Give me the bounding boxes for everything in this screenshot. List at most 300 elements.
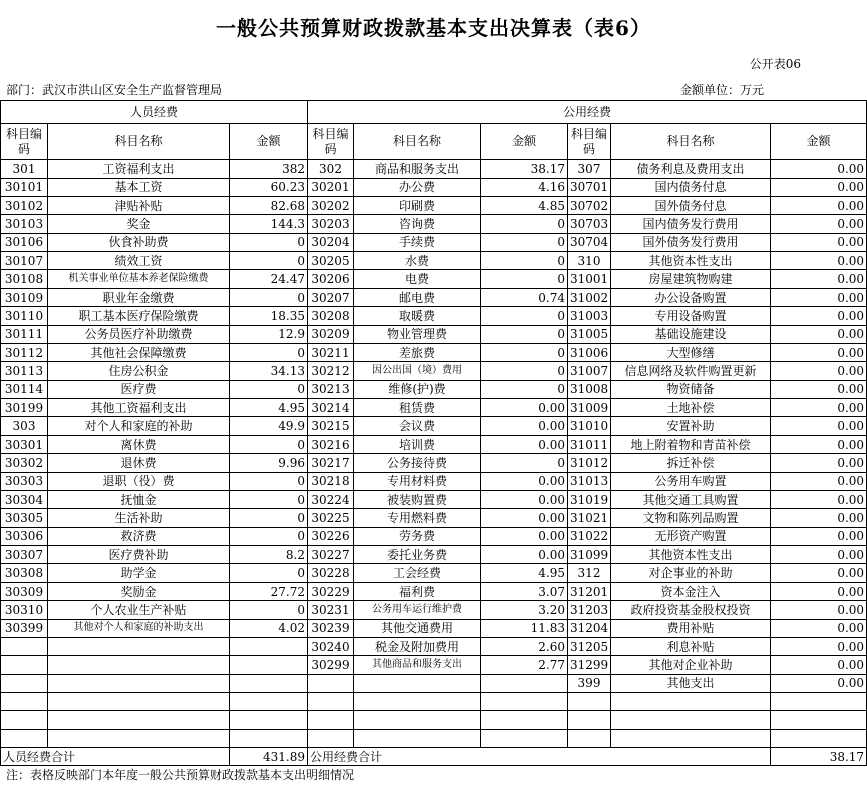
personnel-amount: 0 (230, 490, 308, 508)
capital-amount: 0.00 (771, 252, 867, 270)
capital-code: 30701 (568, 178, 611, 196)
public-code: 30212 (308, 362, 354, 380)
capital-code: 31022 (568, 527, 611, 545)
table-row (1, 693, 867, 711)
capital-amount: 0.00 (771, 233, 867, 251)
capital-code: 31204 (568, 619, 611, 637)
public-code: 30225 (308, 509, 354, 527)
personnel-code: 30309 (1, 582, 48, 600)
capital-amount (771, 711, 867, 729)
public-name (354, 711, 481, 729)
personnel-name: 职工基本医疗保险缴费 (48, 307, 230, 325)
personnel-name: 其他社会保障缴费 (48, 343, 230, 361)
personnel-code: 30113 (1, 362, 48, 380)
public-name: 福利费 (354, 582, 481, 600)
personnel-code: 30103 (1, 215, 48, 233)
public-name: 电费 (354, 270, 481, 288)
capital-code: 31205 (568, 637, 611, 655)
public-code: 30209 (308, 325, 354, 343)
personnel-name (48, 729, 230, 747)
public-code: 30224 (308, 490, 354, 508)
personnel-name (48, 711, 230, 729)
personnel-name: 公务员医疗补助缴费 (48, 325, 230, 343)
public-name: 公务用车运行维护费 (354, 601, 481, 619)
capital-amount: 0.00 (771, 619, 867, 637)
capital-name: 其他支出 (611, 674, 771, 692)
capital-amount: 0.00 (771, 637, 867, 655)
public-name: 劳务费 (354, 527, 481, 545)
capital-code: 310 (568, 252, 611, 270)
section-personnel: 人员经费 (1, 101, 308, 124)
personnel-name: 生活补助 (48, 509, 230, 527)
public-amount: 0.00 (481, 490, 568, 508)
header-name: 科目名称 (354, 124, 481, 160)
table-row (1, 196, 867, 214)
public-code: 30204 (308, 233, 354, 251)
capital-code: 31012 (568, 454, 611, 472)
capital-code: 31019 (568, 490, 611, 508)
personnel-name: 救济费 (48, 527, 230, 545)
capital-amount: 0.00 (771, 564, 867, 582)
capital-code: 312 (568, 564, 611, 582)
personnel-name (48, 637, 230, 655)
personnel-code: 30305 (1, 509, 48, 527)
capital-name: 拆迁补偿 (611, 454, 771, 472)
public-name: 租赁费 (354, 399, 481, 417)
header-amount: 金额 (771, 124, 867, 160)
capital-code: 31011 (568, 435, 611, 453)
capital-name: 其他对企业补助 (611, 656, 771, 674)
capital-amount: 0.00 (771, 380, 867, 398)
capital-amount: 0.00 (771, 343, 867, 361)
capital-name: 无形资产购置 (611, 527, 771, 545)
personnel-code: 30106 (1, 233, 48, 251)
personnel-name: 离休费 (48, 435, 230, 453)
public-total-value: 38.17 (771, 748, 867, 766)
personnel-code: 30111 (1, 325, 48, 343)
public-code: 30218 (308, 472, 354, 490)
personnel-name: 其他对个人和家庭的补助支出 (48, 619, 230, 637)
table-row (1, 490, 867, 508)
public-code: 30227 (308, 546, 354, 564)
public-amount (481, 711, 568, 729)
public-amount: 0.00 (481, 399, 568, 417)
public-code: 30201 (308, 178, 354, 196)
public-amount: 0 (481, 270, 568, 288)
table-row (1, 215, 867, 233)
capital-amount: 0.00 (771, 196, 867, 214)
public-code: 30208 (308, 307, 354, 325)
table-row (1, 399, 867, 417)
public-name: 培训费 (354, 435, 481, 453)
personnel-amount: 82.68 (230, 196, 308, 214)
personnel-amount: 0 (230, 435, 308, 453)
capital-code: 30703 (568, 215, 611, 233)
capital-code: 31021 (568, 509, 611, 527)
public-name: 工会经费 (354, 564, 481, 582)
personnel-amount: 60.23 (230, 178, 308, 196)
personnel-name: 绩效工资 (48, 252, 230, 270)
capital-amount: 0.00 (771, 509, 867, 527)
capital-code: 31099 (568, 546, 611, 564)
capital-code: 31009 (568, 399, 611, 417)
capital-amount: 0.00 (771, 656, 867, 674)
capital-code: 307 (568, 160, 611, 178)
public-name: 水费 (354, 252, 481, 270)
personnel-amount: 0 (230, 601, 308, 619)
personnel-name: 工资福利支出 (48, 160, 230, 178)
capital-name: 土地补偿 (611, 399, 771, 417)
capital-name: 国内债务发行费用 (611, 215, 771, 233)
personnel-code: 301 (1, 160, 48, 178)
capital-code: 31013 (568, 472, 611, 490)
public-amount: 4.95 (481, 564, 568, 582)
capital-amount: 0.00 (771, 160, 867, 178)
public-name: 被装购置费 (354, 490, 481, 508)
report-title: 一般公共预算财政拨款基本支出决算表（表6） (216, 16, 651, 40)
personnel-name: 其他工资福利支出 (48, 399, 230, 417)
public-code (308, 674, 354, 692)
public-amount: 0 (481, 307, 568, 325)
public-amount: 2.77 (481, 656, 568, 674)
personnel-amount: 0 (230, 343, 308, 361)
capital-name: 公务用车购置 (611, 472, 771, 490)
capital-amount: 0.00 (771, 270, 867, 288)
capital-name: 基础设施建设 (611, 325, 771, 343)
public-name: 印刷费 (354, 196, 481, 214)
personnel-code: 30399 (1, 619, 48, 637)
table-row (1, 178, 867, 196)
capital-amount: 0.00 (771, 417, 867, 435)
table-row (1, 619, 867, 637)
personnel-total-value: 431.89 (230, 748, 308, 766)
header-code: 科目编码 (308, 124, 354, 160)
capital-code: 31006 (568, 343, 611, 361)
public-name (354, 693, 481, 711)
personnel-amount: 12.9 (230, 325, 308, 343)
capital-amount (771, 693, 867, 711)
table-row (1, 472, 867, 490)
public-amount: 0 (481, 233, 568, 251)
personnel-code: 30110 (1, 307, 48, 325)
personnel-amount (230, 693, 308, 711)
table-row (1, 288, 867, 306)
personnel-amount: 18.35 (230, 307, 308, 325)
personnel-code: 30102 (1, 196, 48, 214)
footnote: 注：表格反映部门本年度一般公共预算财政拨款基本支出明细情况 (6, 768, 355, 782)
personnel-amount (230, 711, 308, 729)
personnel-amount: 34.13 (230, 362, 308, 380)
table-code: 公开表06 (749, 57, 801, 71)
personnel-name: 对个人和家庭的补助 (48, 417, 230, 435)
capital-name: 地上附着物和青苗补偿 (611, 435, 771, 453)
personnel-code: 30109 (1, 288, 48, 306)
public-amount: 11.83 (481, 619, 568, 637)
table-row (1, 601, 867, 619)
public-amount: 0.74 (481, 288, 568, 306)
capital-name: 其他资本性支出 (611, 252, 771, 270)
capital-name: 国外债务发行费用 (611, 233, 771, 251)
personnel-amount (230, 637, 308, 655)
capital-code: 31001 (568, 270, 611, 288)
public-code: 302 (308, 160, 354, 178)
personnel-amount: 144.3 (230, 215, 308, 233)
capital-code: 31299 (568, 656, 611, 674)
public-amount: 4.85 (481, 196, 568, 214)
personnel-name: 基本工资 (48, 178, 230, 196)
public-total-label: 公用经费合计 (308, 748, 771, 766)
public-amount: 38.17 (481, 160, 568, 178)
personnel-name: 退休费 (48, 454, 230, 472)
personnel-code (1, 637, 48, 655)
public-amount: 0.00 (481, 435, 568, 453)
personnel-amount: 0 (230, 380, 308, 398)
personnel-code: 30112 (1, 343, 48, 361)
personnel-amount: 8.2 (230, 546, 308, 564)
totals-row (1, 748, 867, 766)
public-name: 其他交通费用 (354, 619, 481, 637)
capital-code: 31005 (568, 325, 611, 343)
personnel-code: 30114 (1, 380, 48, 398)
public-code (308, 693, 354, 711)
capital-code (568, 729, 611, 747)
personnel-code (1, 711, 48, 729)
personnel-code (1, 729, 48, 747)
capital-name: 办公设备购置 (611, 288, 771, 306)
personnel-amount: 9.96 (230, 454, 308, 472)
capital-name (611, 693, 771, 711)
personnel-name: 退职（役）费 (48, 472, 230, 490)
public-code: 30206 (308, 270, 354, 288)
public-name: 办公费 (354, 178, 481, 196)
capital-amount: 0.00 (771, 288, 867, 306)
capital-amount: 0.00 (771, 399, 867, 417)
public-code: 30231 (308, 601, 354, 619)
public-amount: 0 (481, 343, 568, 361)
capital-amount: 0.00 (771, 178, 867, 196)
personnel-name: 伙食补助费 (48, 233, 230, 251)
public-code: 30217 (308, 454, 354, 472)
personnel-total-label: 人员经费合计 (1, 748, 230, 766)
personnel-name: 奖金 (48, 215, 230, 233)
capital-code: 31201 (568, 582, 611, 600)
personnel-name: 机关事业单位基本养老保险缴费 (48, 270, 230, 288)
capital-code (568, 711, 611, 729)
public-amount: 3.07 (481, 582, 568, 600)
table-row (1, 325, 867, 343)
public-name: 商品和服务支出 (354, 160, 481, 178)
table-row (1, 527, 867, 545)
header-code: 科目编码 (568, 124, 611, 160)
capital-code: 30702 (568, 196, 611, 214)
capital-name: 其他交通工具购置 (611, 490, 771, 508)
public-name: 邮电费 (354, 288, 481, 306)
capital-amount: 0.00 (771, 527, 867, 545)
public-amount: 0.00 (481, 546, 568, 564)
capital-code: 30704 (568, 233, 611, 251)
personnel-amount: 0 (230, 509, 308, 527)
personnel-amount (230, 674, 308, 692)
public-amount (481, 693, 568, 711)
table-row (1, 270, 867, 288)
capital-name: 物资储备 (611, 380, 771, 398)
personnel-name: 职业年金缴费 (48, 288, 230, 306)
personnel-amount: 0 (230, 472, 308, 490)
table-row (1, 343, 867, 361)
public-code: 30207 (308, 288, 354, 306)
public-amount (481, 729, 568, 747)
column-header-row (1, 124, 867, 160)
public-amount: 0.00 (481, 527, 568, 545)
personnel-code: 303 (1, 417, 48, 435)
public-name: 取暖费 (354, 307, 481, 325)
public-amount: 3.20 (481, 601, 568, 619)
public-name: 会议费 (354, 417, 481, 435)
public-code: 30205 (308, 252, 354, 270)
capital-amount: 0.00 (771, 435, 867, 453)
personnel-code: 30302 (1, 454, 48, 472)
public-name: 专用材料费 (354, 472, 481, 490)
table-row (1, 362, 867, 380)
personnel-code: 30107 (1, 252, 48, 270)
public-amount (481, 674, 568, 692)
personnel-code (1, 693, 48, 711)
capital-amount: 0.00 (771, 674, 867, 692)
public-code (308, 711, 354, 729)
public-amount: 0 (481, 252, 568, 270)
personnel-amount: 382 (230, 160, 308, 178)
table-row (1, 454, 867, 472)
personnel-name (48, 656, 230, 674)
capital-amount: 0.00 (771, 362, 867, 380)
table-row (1, 729, 867, 747)
personnel-name (48, 693, 230, 711)
capital-code (568, 693, 611, 711)
table-row (1, 582, 867, 600)
public-amount: 0 (481, 380, 568, 398)
capital-name (611, 711, 771, 729)
table-row (1, 307, 867, 325)
personnel-name: 抚恤金 (48, 490, 230, 508)
header-amount: 金额 (481, 124, 568, 160)
personnel-amount: 0 (230, 288, 308, 306)
table-row (1, 509, 867, 527)
personnel-code: 30301 (1, 435, 48, 453)
capital-name: 房屋建筑物购建 (611, 270, 771, 288)
public-code: 30228 (308, 564, 354, 582)
capital-name (611, 729, 771, 747)
public-name: 委托业务费 (354, 546, 481, 564)
personnel-code: 30199 (1, 399, 48, 417)
capital-amount: 0.00 (771, 472, 867, 490)
personnel-name: 津贴补贴 (48, 196, 230, 214)
personnel-code: 30307 (1, 546, 48, 564)
header-code: 科目编码 (1, 124, 48, 160)
section-header-row (1, 101, 867, 124)
capital-amount: 0.00 (771, 454, 867, 472)
public-code: 30216 (308, 435, 354, 453)
table-row (1, 435, 867, 453)
capital-name: 文物和陈列品购置 (611, 509, 771, 527)
capital-name: 对企事业的补助 (611, 564, 771, 582)
personnel-code: 30304 (1, 490, 48, 508)
table-row (1, 417, 867, 435)
public-name: 因公出国（境）费用 (354, 362, 481, 380)
personnel-name: 奖励金 (48, 582, 230, 600)
public-code: 30211 (308, 343, 354, 361)
capital-name: 专用设备购置 (611, 307, 771, 325)
header-name: 科目名称 (611, 124, 771, 160)
public-amount: 0 (481, 325, 568, 343)
personnel-amount: 0 (230, 527, 308, 545)
table-row (1, 674, 867, 692)
capital-amount: 0.00 (771, 307, 867, 325)
table-row (1, 252, 867, 270)
capital-code: 31007 (568, 362, 611, 380)
personnel-name: 医疗费 (48, 380, 230, 398)
capital-code: 31008 (568, 380, 611, 398)
table-row (1, 233, 867, 251)
personnel-code: 30310 (1, 601, 48, 619)
table-row (1, 546, 867, 564)
capital-name: 债务利息及费用支出 (611, 160, 771, 178)
personnel-name: 个人农业生产补贴 (48, 601, 230, 619)
public-name: 物业管理费 (354, 325, 481, 343)
capital-name: 国外债务付息 (611, 196, 771, 214)
personnel-amount (230, 656, 308, 674)
public-code (308, 729, 354, 747)
public-code: 30226 (308, 527, 354, 545)
capital-amount: 0.00 (771, 325, 867, 343)
personnel-code: 30101 (1, 178, 48, 196)
capital-code: 399 (568, 674, 611, 692)
capital-amount: 0.00 (771, 601, 867, 619)
public-name: 税金及附加费用 (354, 637, 481, 655)
capital-name: 大型修缮 (611, 343, 771, 361)
personnel-amount: 27.72 (230, 582, 308, 600)
personnel-code: 30108 (1, 270, 48, 288)
personnel-code: 30303 (1, 472, 48, 490)
public-name: 差旅费 (354, 343, 481, 361)
table-row (1, 656, 867, 674)
personnel-amount: 24.47 (230, 270, 308, 288)
public-name: 手续费 (354, 233, 481, 251)
section-public: 公用经费 (308, 101, 867, 124)
table-row (1, 637, 867, 655)
public-code: 30214 (308, 399, 354, 417)
capital-name: 利息补贴 (611, 637, 771, 655)
personnel-amount: 4.95 (230, 399, 308, 417)
amount-unit-label: 金额单位：万元 (680, 83, 765, 97)
public-amount: 0 (481, 362, 568, 380)
public-amount: 0 (481, 215, 568, 233)
capital-name: 政府投资基金股权投资 (611, 601, 771, 619)
personnel-name: 住房公积金 (48, 362, 230, 380)
table-row (1, 380, 867, 398)
public-name (354, 729, 481, 747)
public-amount: 0.00 (481, 472, 568, 490)
public-amount: 0.00 (481, 509, 568, 527)
capital-code: 31003 (568, 307, 611, 325)
public-code: 30240 (308, 637, 354, 655)
capital-code: 31010 (568, 417, 611, 435)
public-code: 30239 (308, 619, 354, 637)
public-name: 专用燃料费 (354, 509, 481, 527)
personnel-amount: 0 (230, 252, 308, 270)
capital-amount: 0.00 (771, 582, 867, 600)
capital-amount: 0.00 (771, 546, 867, 564)
public-code: 30229 (308, 582, 354, 600)
